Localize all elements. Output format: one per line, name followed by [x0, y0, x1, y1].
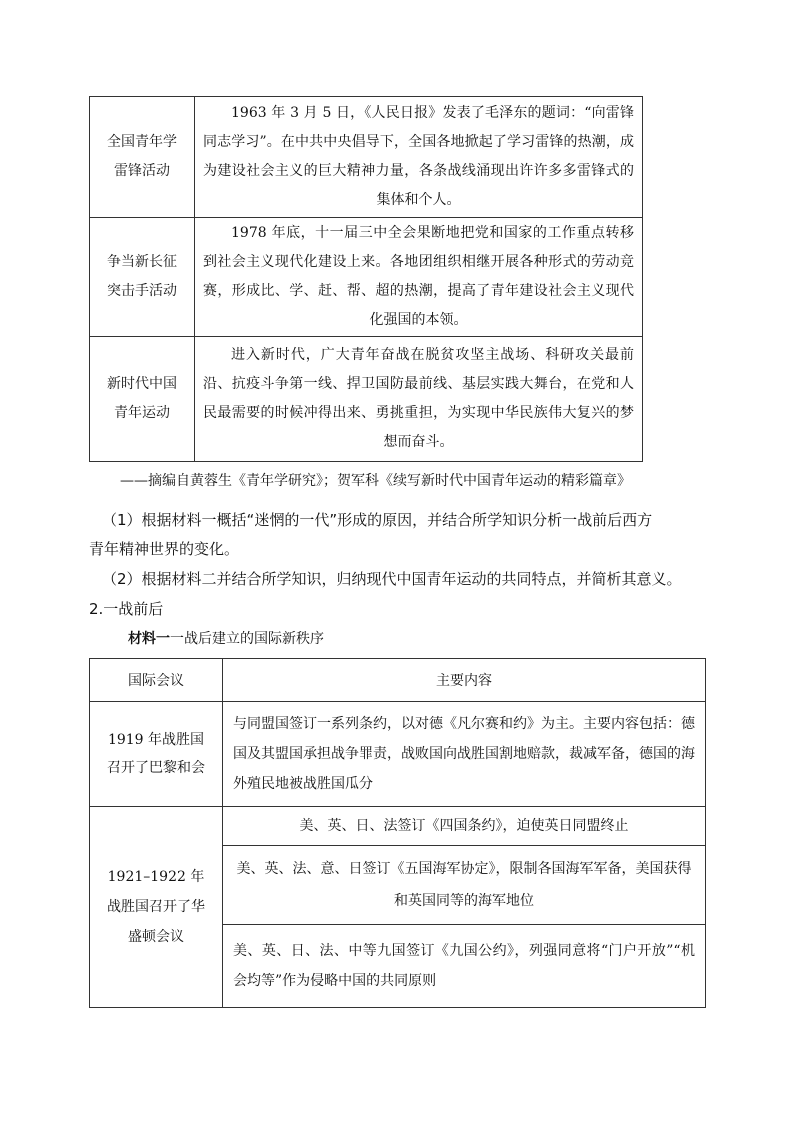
row-content: 美、英、法、意、日签订《五国海军协定》，限制各国海军军备，美国获得和英国同等的海军地位: [223, 846, 706, 925]
table-row: [90, 218, 643, 337]
row-label: 1919 年战胜国召开了巴黎和会: [90, 702, 223, 807]
material-caption: [128, 628, 324, 648]
row-label: 1921–1922 年战胜国召开了华盛顿会议: [90, 807, 223, 1008]
table-header-row: [90, 659, 706, 702]
question-1-line-1: （1）根据材料一概括“迷惘的一代”形成的原因，并结合所学知识分析一战前后西方: [102, 511, 653, 529]
row-content: 1963 年 3 月 5 日，《人民日报》发表了毛泽东的题词：“向雷锋同志学习”。在中共中央倡导下，全国各地掀起了学习雷锋的热潮，成为建设社会主义的巨大精神力量，各条战线涌现出许许多多雷锋式的集体和个人。: [195, 97, 643, 218]
row-label: 全国青年学雷锋活动: [90, 97, 195, 218]
row-content: 1978 年底，十一届三中全会果断地把党和国家的工作重点转移到社会主义现代化建设上来。各地团组织相继开展各种形式的劳动竞赛，形成比、学、赶、帮、超的热潮，提高了青年建设社会主义现代化强国的本领。: [195, 218, 643, 337]
row-content: 进入新时代，广大青年奋战在脱贫攻坚主战场、科研攻关最前沿、抗疫斗争第一线、捍卫国防最前线、基层实践大舞台，在党和人民最需要的时候冲得出来、勇挑重担，为实现中华民族伟大复兴的梦想而奋斗。: [195, 337, 643, 462]
source-citation: ——摘编自黄蓉生《青年学研究》；贺军科《续写新时代中国青年运动的精彩篇章》: [120, 473, 631, 489]
question-1-line-2: 青年精神世界的变化。: [89, 540, 240, 558]
header-content: 主要内容: [223, 659, 706, 702]
header-conference: 国际会议: [90, 659, 223, 702]
table-row: [90, 702, 706, 807]
material-label: 材料一: [128, 631, 170, 647]
row-content: 美、英、日、法、中等九国签订《九国公约》，列强同意将“门户开放”“机会均等”作为侵略中国的共同原则: [223, 925, 706, 1008]
row-content: 与同盟国签订一系列条约，以对德《凡尔赛和约》为主。主要内容包括：德国及其盟国承担战争罪责，战败国向战胜国割地赔款，裁减军备，德国的海外殖民地被战胜国瓜分: [223, 702, 706, 807]
question-2: （2）根据材料二并结合所学知识，归纳现代中国青年运动的共同特点，并简析其意义。: [102, 570, 682, 588]
youth-movement-table: [89, 96, 643, 462]
table-row: [90, 807, 706, 846]
international-order-table: [89, 658, 706, 1008]
material-title: 一战后建立的国际新秩序: [170, 631, 324, 647]
table-row: [90, 337, 643, 462]
row-content: 美、英、日、法签订《四国条约》，迫使英日同盟终止: [223, 807, 706, 846]
section-heading: 2.一战前后: [89, 600, 164, 618]
table-row: [90, 97, 643, 218]
row-label: 争当新长征突击手活动: [90, 218, 195, 337]
row-label: 新时代中国青年运动: [90, 337, 195, 462]
